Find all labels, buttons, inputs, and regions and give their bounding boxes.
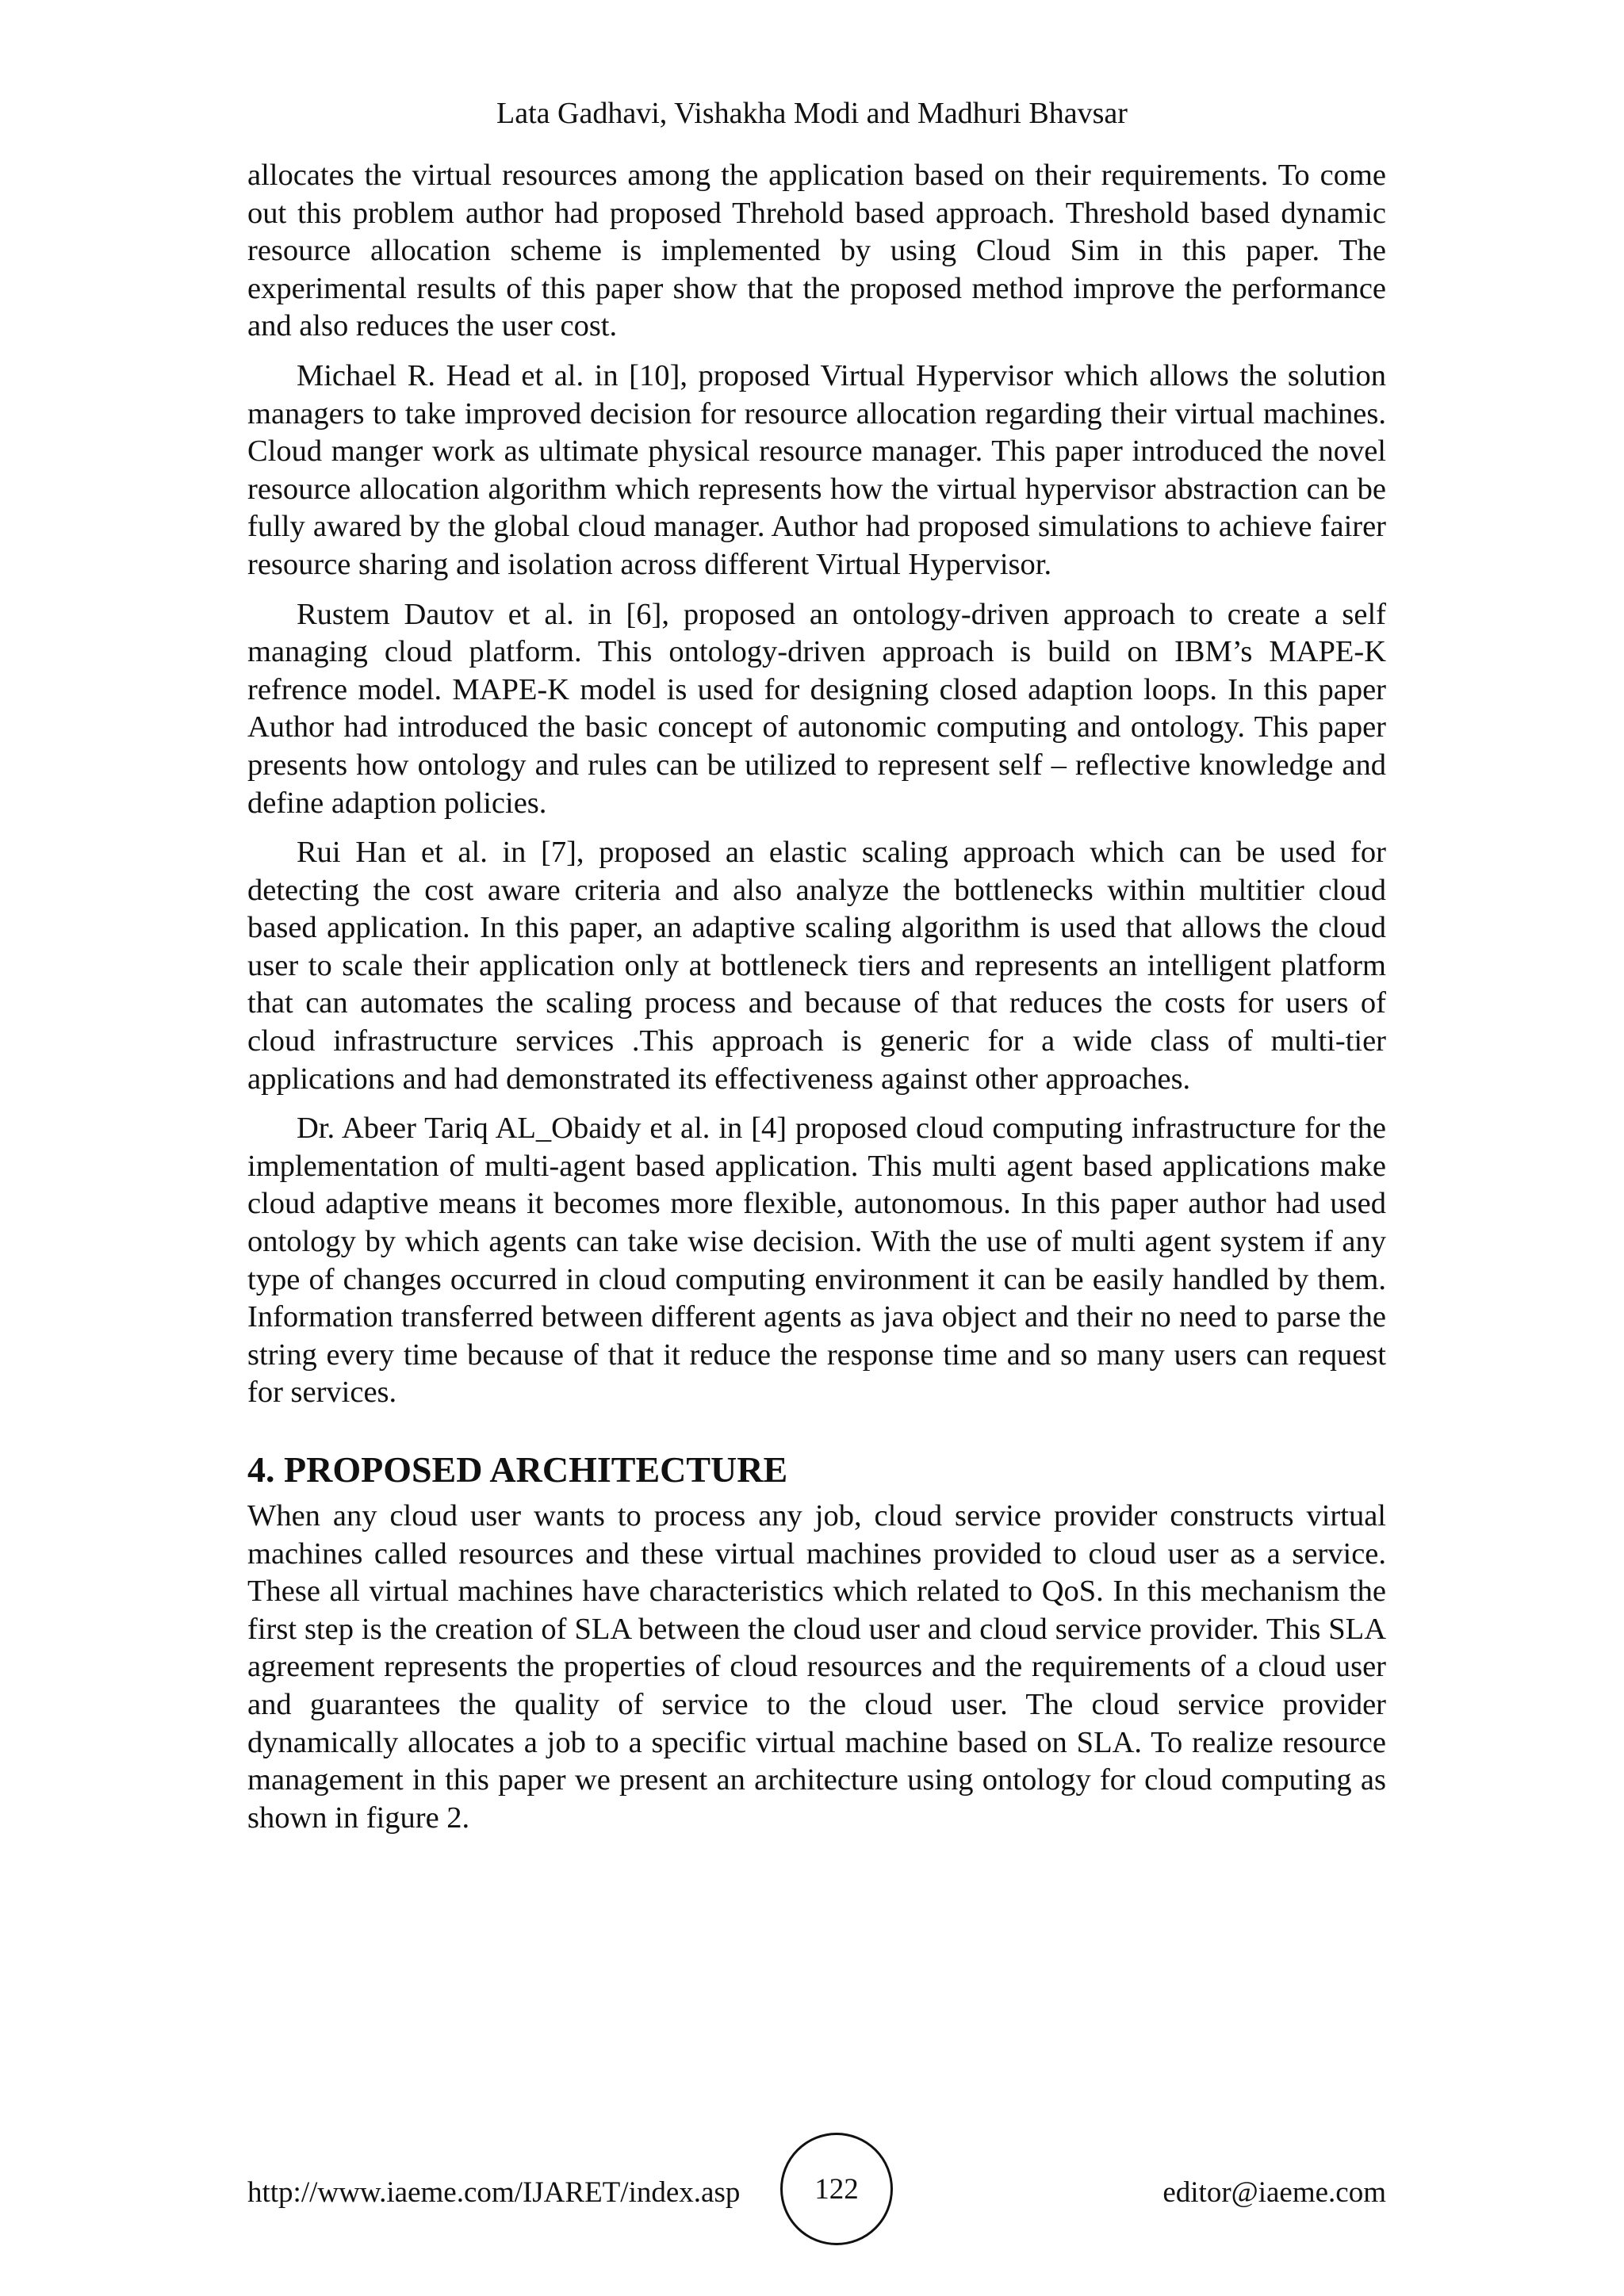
paragraph-obaidy-multi-agent: Dr. Abeer Tariq AL_Obaidy et al. in [4] proposed cloud computing infrastructure for the implementation of multi-agent based application. This multi agent based applications make cloud adaptive means it becomes more flexible, autonomous. In this paper author had used ontology by which agents can take wise decision. With the use of multi agent system if any type of changes occurred in cloud computing environment it can be easily handled by them. Information transferred between different agents as java object and their no need to parse the string every time because of that it reduce the response time and so many users can request for services. xyxy=(247,1112,1386,1410)
page-footer xyxy=(247,2133,1386,2252)
section-heading: 4. PROPOSED ARCHITECTURE xyxy=(247,1449,788,1490)
paragraph-head-virtual-hypervisor: Michael R. Head et al. in [10], proposed Virtual Hypervisor which allows the solution managers to take improved decision for resource allocation regarding their virtual machines. Cloud manger work as ultimate physical resource manager. This paper introduced the novel resource allocation algorithm which represents how the virtual hypervisor abstraction can be fully awared by the global cloud manager. Author had proposed simulations to achieve fairer resource sharing and isolation across different Virtual Hypervisor. xyxy=(247,358,1386,581)
running-header: Lata Gadhavi, Vishakha Modi and Madhuri Bhavsar xyxy=(496,97,1128,130)
paragraph-dautov-ontology: Rustem Dautov et al. in [6], proposed an ontology-driven approach to create a self managing cloud platform. This ontology-driven approach is build on IBM’s MAPE-K refrence model. MAPE-K model is used for designing closed adaption loops. In this paper Author had introduced the basic concept of autonomic computing and ontology. This paper presents how ontology and rules can be utilized to represent self – reflective knowledge and define adaption policies. xyxy=(247,597,1386,820)
paragraph-proposed-architecture: When any cloud user wants to process any job, cloud service provider constructs virtual machines called resources and these virtual machines provided to cloud user as a service. These all virtual machines have characteristics which related to QoS. In this mechanism the first step is the creation of SLA between the cloud user and cloud service provider. This SLA agreement represents the properties of cloud resources and the requirements of a cloud user and guarantees the quality of service to the cloud user. The cloud service provider dynamically allocates a job to a specific virtual machine based on SLA. To realize resource management in this paper we present an architecture using ontology for cloud computing as shown in figure 2. xyxy=(247,1499,1386,1835)
footer-email-link[interactable]: editor@iaeme.com xyxy=(1162,2176,1386,2209)
body-content xyxy=(247,157,1386,1849)
page-number-badge xyxy=(780,2133,893,2245)
paragraph-han-elastic-scaling: Rui Han et al. in [7], proposed an elastic scaling approach which can be used for detecting the cost aware criteria and also analyze the bottlenecks within multitier cloud based application. In this paper, an adaptive scaling algorithm is used that allows the cloud user to scale their application only at bottleneck tiers and represents an intelligent platform that can automates the scaling process and because of that reduces the costs for users of cloud infrastructure services .This approach is generic for a wide class of multi-tier applications and had demonstrated its effectiveness against other approaches. xyxy=(247,836,1386,1096)
footer-url-link[interactable]: http://www.iaeme.com/IJARET/index.asp xyxy=(247,2176,741,2209)
paragraph-threshold-approach: allocates the virtual resources among the application based on their requirements. To come out this problem author had proposed Threhold based approach. Threshold based dynamic resource allocation scheme is implemented by using Cloud Sim in this paper. The experimental results of this paper show that the proposed method improve the performance and also reduces the user cost. xyxy=(247,159,1386,343)
page-number: 122 xyxy=(814,2172,859,2206)
